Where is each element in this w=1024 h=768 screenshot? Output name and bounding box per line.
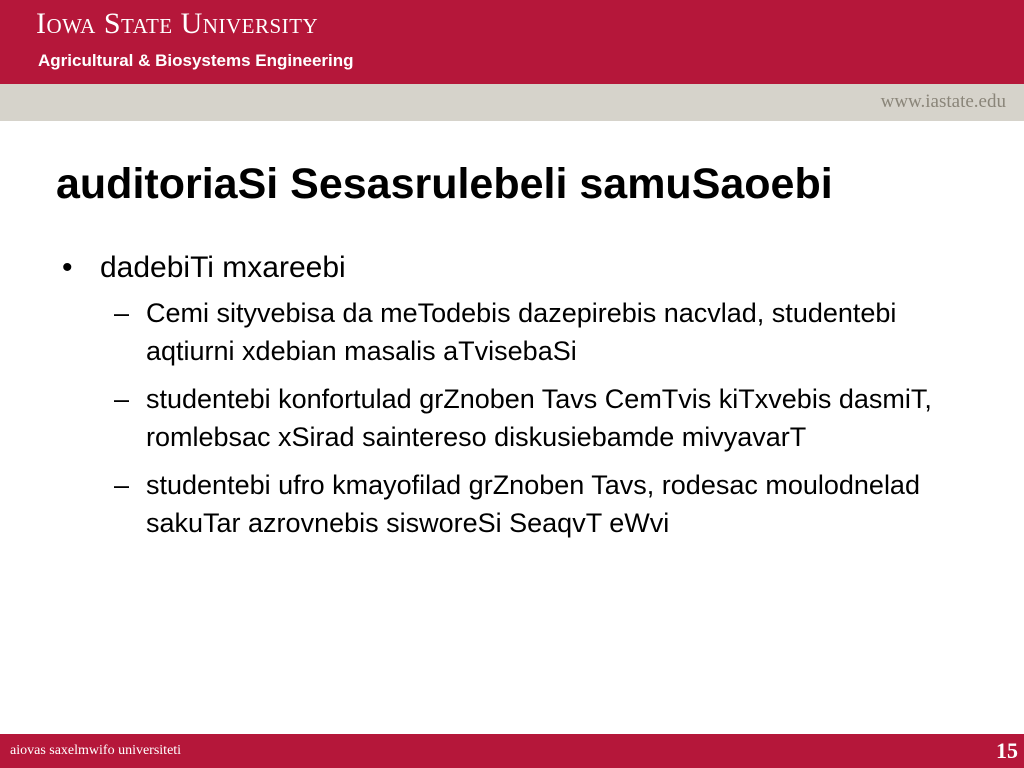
page-number: 15 (996, 738, 1018, 763)
subitem (62, 294, 962, 370)
slide-content (62, 246, 962, 552)
subitem-text: studentebi konfortulad grZnoben Tavs CemTvis kiTxvebis dasmiT, romlebsac xSirad saintereso diskusiebamde mivyavarT (146, 384, 932, 452)
header-band (0, 0, 1024, 84)
subitem-text: studentebi ufro kmayofilad grZnoben Tavs, rodesac moulodnelad sakuTar azrovnebis sisworeSi SeaqvT eWvi (146, 470, 920, 538)
subitem (62, 380, 962, 456)
department-name: Agricultural & Biosystems Engineering (38, 51, 354, 70)
slide-title: auditoriaSi Sesasrulebeli samuSaoebi (56, 160, 833, 208)
bullet-item (62, 246, 962, 290)
footer-text: aiovas saxelmwifo universiteti (10, 743, 182, 758)
bullet-marker: • (62, 251, 73, 284)
dash-marker: – (114, 384, 130, 414)
subitem (62, 466, 962, 542)
footer-band (0, 734, 1024, 768)
website-url: www.iastate.edu (880, 91, 1006, 112)
bullet-text: dadebiTi mxareebi (100, 251, 346, 284)
dash-marker: – (114, 298, 130, 328)
subitem-text: Cemi sityvebisa da meTodebis dazepirebis nacvlad, studentebi aqtiurni xdebian masalis aTvisebaSi (146, 298, 897, 366)
university-name: Iowa State University (36, 7, 319, 40)
dash-marker: – (114, 470, 130, 500)
subitem-list (62, 294, 962, 542)
subheader-band (0, 84, 1024, 121)
